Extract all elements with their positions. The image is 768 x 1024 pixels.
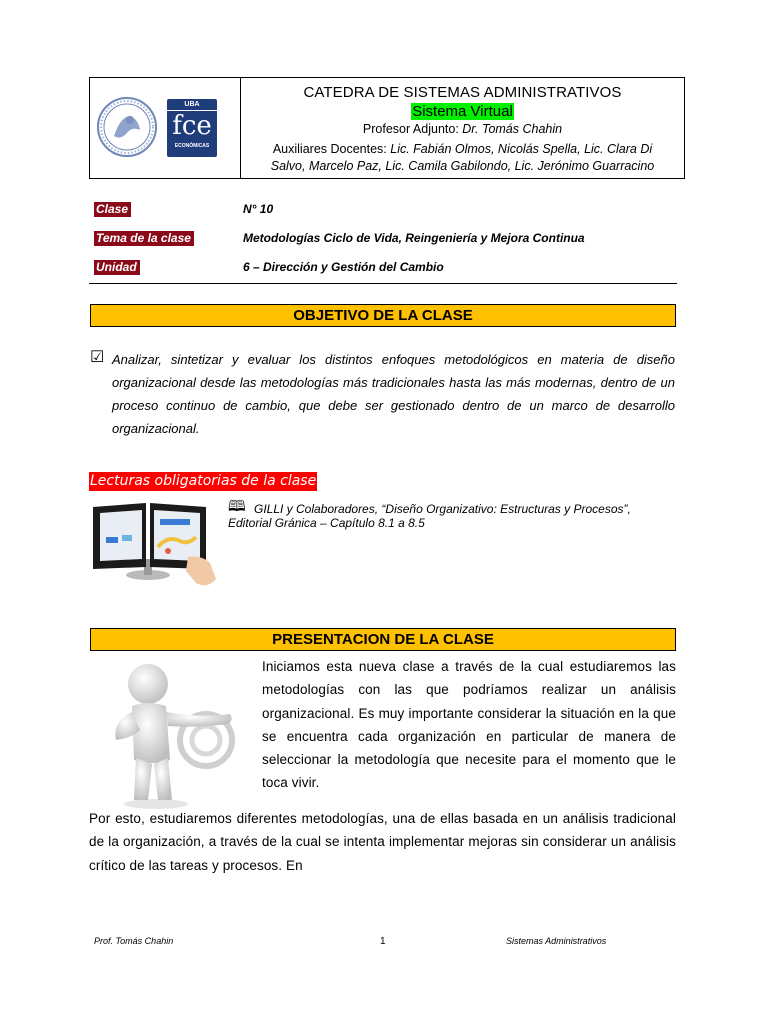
fce-logo-subtext: ECONÓMICAS bbox=[174, 143, 210, 149]
subtitle bbox=[241, 103, 684, 121]
assistants-line1: Lic. Fabián Olmos, Nicolás Spella, Lic. Clara Di bbox=[390, 142, 653, 156]
reading-line1: GILLI y Colaboradores, “Diseño Organizativo: Estructuras y Procesos”, bbox=[254, 502, 631, 516]
presentation-paragraph-1: Iniciamos esta nueva clase a través de la cual estudiaremos las metodologías con las que podríamos realizar un análisis organizacional. Es muy importante considerar la situación en la que se encuentra cada organización en particular de manera de seleccionar la metodología que necesite para el momento que le toca vivir. bbox=[262, 659, 676, 791]
header-box bbox=[89, 77, 685, 179]
professor bbox=[241, 122, 684, 136]
footer-left: Prof. Tomás Chahin bbox=[94, 936, 174, 946]
presentation-banner: PRESENTACION DE LA CLASE bbox=[90, 628, 676, 651]
page-number: 1 bbox=[380, 936, 386, 947]
class-label: Clase bbox=[94, 202, 131, 217]
fce-logo bbox=[167, 99, 217, 157]
subtitle-text: Sistema Virtual bbox=[412, 103, 513, 120]
assistants bbox=[249, 141, 676, 175]
professor-label: Profesor Adjunto: bbox=[362, 122, 463, 136]
footer-right: Sistemas Administrativos bbox=[506, 936, 607, 946]
reading-item bbox=[228, 502, 675, 530]
3d-figure-image bbox=[96, 660, 254, 810]
reading-line2: Editorial Gránica – Capítulo 8.1 a 8.5 bbox=[228, 516, 425, 530]
objective-text: Analizar, sintetizar y evaluar los distintos enfoques metodológicos en materia de diseño organizacional desde las metodologías más tradicionales hasta las más modernas, dentro de un proceso continuo de cambio, que debe ser gestionado dentro de un marco de desarrollo organizacional. bbox=[112, 352, 675, 436]
fce-logo-top: UBA bbox=[184, 101, 200, 108]
tablet-image bbox=[88, 497, 218, 592]
unit-value: 6 – Dirección y Gestión del Cambio bbox=[243, 260, 444, 274]
assistants-line2: Salvo, Marcelo Paz, Lic. Camila Gabilondo, Lic. Jerónimo Guarracino bbox=[270, 159, 655, 173]
readings-title: Lecturas obligatorias de la clase bbox=[90, 473, 317, 489]
info-divider bbox=[89, 283, 677, 284]
logos bbox=[90, 78, 240, 178]
objective-banner: OBJETIVO DE LA CLASE bbox=[90, 304, 676, 327]
presentation-paragraph-2: Por esto, estudiaremos diferentes metodologías, una de ellas basada en un análisis tradicional de la organización, a través de la cual se intenta implementar mejoras sin considerar un análisis crítico de las tareas y procesos. En bbox=[89, 811, 676, 873]
book-icon: 🕮 bbox=[228, 498, 246, 515]
header-text bbox=[241, 78, 684, 178]
unit-label: Unidad bbox=[94, 260, 140, 275]
professor-name: Dr. Tomás Chahin bbox=[462, 122, 563, 136]
uba-seal-logo bbox=[96, 96, 158, 158]
class-value: N° 10 bbox=[243, 202, 274, 216]
fce-logo-text: fce bbox=[172, 111, 212, 141]
topic-label: Tema de la clase bbox=[94, 231, 194, 246]
page-title: CATEDRA DE SISTEMAS ADMINISTRATIVOS bbox=[303, 84, 622, 101]
checkbox-icon: ☑ bbox=[90, 349, 105, 366]
topic-value: Metodologías Ciclo de Vida, Reingeniería y Mejora Continua bbox=[243, 231, 585, 245]
assistants-label: Auxiliares Docentes: bbox=[272, 142, 391, 156]
